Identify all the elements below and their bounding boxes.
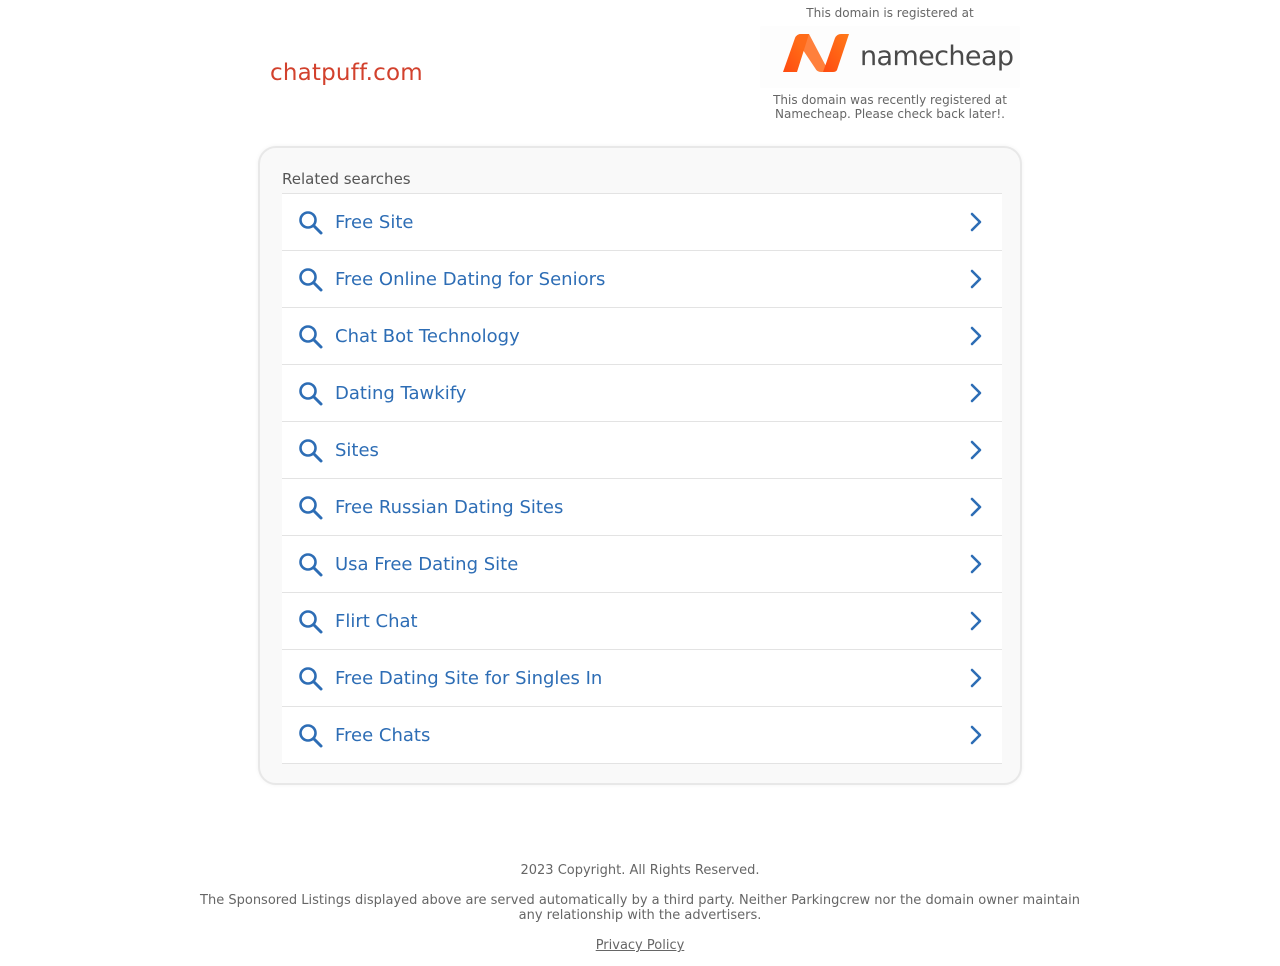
- chevron-right-icon: [968, 724, 984, 746]
- related-search-label: Sites: [335, 440, 379, 461]
- related-search-item[interactable]: [282, 365, 1002, 422]
- recent-registration-note: This domain was recently registered at Namecheap. Please check back later!.: [773, 93, 1007, 121]
- related-search-item[interactable]: [282, 593, 1002, 650]
- search-icon: [298, 495, 324, 521]
- search-icon: [298, 210, 324, 236]
- chevron-right-icon: [968, 553, 984, 575]
- related-search-label: Free Dating Site for Singles In: [335, 668, 603, 689]
- related-searches-card: [258, 146, 1022, 785]
- search-icon: [298, 381, 324, 407]
- related-search-item[interactable]: [282, 308, 1002, 365]
- chevron-right-icon: [968, 325, 984, 347]
- chevron-right-icon: [968, 211, 984, 233]
- related-search-item[interactable]: [282, 422, 1002, 479]
- search-icon: [298, 609, 324, 635]
- privacy-policy-link[interactable]: Privacy Policy: [595, 938, 685, 953]
- search-icon: [298, 666, 324, 692]
- domain-title: chatpuff.com: [270, 60, 423, 86]
- related-search-item[interactable]: [282, 536, 1002, 593]
- registered-at-label: This domain is registered at: [806, 6, 974, 20]
- related-search-label: Free Russian Dating Sites: [335, 497, 564, 518]
- search-icon: [298, 324, 324, 350]
- related-search-item[interactable]: [282, 650, 1002, 707]
- related-search-label: Free Site: [335, 212, 414, 233]
- chevron-right-icon: [968, 382, 984, 404]
- related-search-item[interactable]: [282, 707, 1002, 764]
- related-search-item[interactable]: [282, 194, 1002, 251]
- related-searches-title: Related searches: [282, 170, 411, 188]
- search-icon: [298, 552, 324, 578]
- chevron-right-icon: [968, 268, 984, 290]
- related-search-label: Free Chats: [335, 725, 431, 746]
- related-search-label: Dating Tawkify: [335, 383, 467, 404]
- search-icon: [298, 438, 324, 464]
- related-search-item[interactable]: [282, 251, 1002, 308]
- namecheap-mark-icon: [779, 32, 853, 76]
- disclaimer: [0, 893, 1280, 923]
- search-icon: [298, 267, 324, 293]
- related-search-label: Free Online Dating for Seniors: [335, 269, 606, 290]
- search-icon: [298, 723, 324, 749]
- chevron-right-icon: [968, 610, 984, 632]
- disclaimer-text: The Sponsored Listings displayed above are served automatically by a third party. Neither Parkingcrew nor the domain owner maintain any relationship with the advertisers.: [200, 893, 1080, 923]
- chevron-right-icon: [968, 496, 984, 518]
- privacy-footer: [0, 938, 1280, 953]
- related-search-item[interactable]: [282, 479, 1002, 536]
- related-search-label: Usa Free Dating Site: [335, 554, 519, 575]
- chevron-right-icon: [968, 439, 984, 461]
- related-search-label: Chat Bot Technology: [335, 326, 520, 347]
- copyright-text: 2023 Copyright. All Rights Reserved.: [520, 863, 760, 878]
- related-searches-list: [282, 193, 1002, 764]
- namecheap-logo[interactable]: [760, 26, 1020, 88]
- chevron-right-icon: [968, 667, 984, 689]
- related-search-label: Flirt Chat: [335, 611, 418, 632]
- namecheap-wordmark: namecheap: [860, 41, 1014, 72]
